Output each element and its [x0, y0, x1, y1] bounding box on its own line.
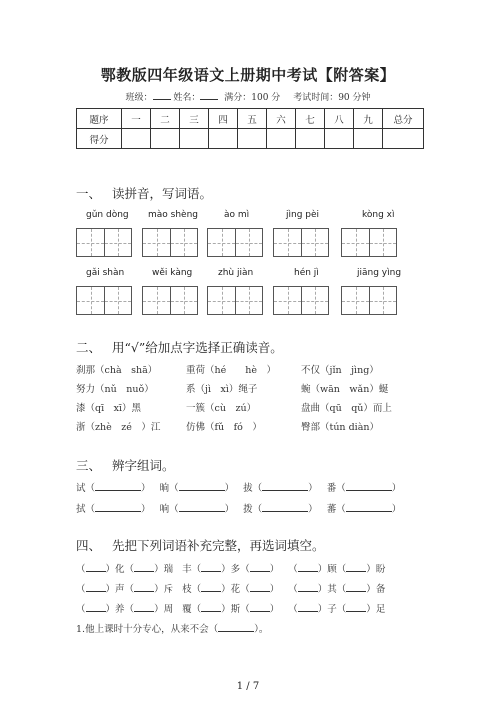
reading-item[interactable]: 努力（nǔ nuǒ） — [76, 384, 154, 395]
page-title: 鄂教版四年级语文上册期中考试【附答案】 — [100, 66, 396, 84]
score-table — [76, 108, 424, 149]
section2-heading — [76, 338, 283, 356]
writing-grid[interactable] — [341, 286, 397, 315]
exam-time: 考试时间：90 分钟 — [293, 93, 371, 103]
score-cell[interactable] — [151, 129, 180, 149]
char: 拔 — [243, 483, 253, 494]
char: 斯 — [230, 604, 241, 615]
section-number: 四、 — [76, 538, 102, 553]
answer-blank[interactable] — [298, 561, 318, 572]
section4-heading — [76, 536, 325, 554]
writing-grid[interactable] — [207, 228, 263, 257]
score-header: 三 — [180, 109, 209, 129]
writing-grid[interactable] — [76, 228, 132, 257]
score-cell[interactable] — [267, 129, 296, 149]
full-score: 满分：100 分 — [224, 93, 281, 103]
answer-blank[interactable] — [201, 601, 221, 612]
score-header: 总分 — [383, 109, 424, 129]
answer-blank[interactable] — [95, 480, 141, 491]
pinyin: jìng pèi — [286, 210, 320, 220]
answer-blank[interactable] — [95, 501, 141, 512]
reading-item[interactable]: 漆（qī xī）黑 — [76, 403, 142, 414]
answer-blank[interactable] — [179, 501, 225, 512]
char: 顾 — [327, 564, 337, 575]
char: 拨 — [243, 504, 253, 515]
writing-grid[interactable] — [142, 286, 198, 315]
char: 盼 — [375, 564, 386, 575]
pinyin: wěi kàng — [152, 268, 193, 278]
score-header: 六 — [267, 109, 296, 129]
pinyin: gǔn dòng — [86, 210, 129, 220]
char: 多 — [230, 564, 241, 575]
answer-blank[interactable] — [298, 581, 318, 592]
score-header-row — [77, 109, 424, 129]
score-cell[interactable] — [383, 129, 424, 149]
name-blank[interactable] — [200, 90, 218, 100]
answer-blank[interactable] — [346, 581, 366, 592]
answer-blank[interactable] — [298, 601, 318, 612]
class-label: 班级： — [125, 93, 153, 103]
section1-heading — [76, 184, 212, 202]
reading-item[interactable]: 浙（zhè zé ）江 — [76, 422, 161, 433]
char: 试 — [76, 483, 86, 494]
answer-blank[interactable] — [346, 561, 366, 572]
score-cell[interactable] — [209, 129, 238, 149]
score-cell[interactable] — [296, 129, 325, 149]
char: 化 — [115, 564, 125, 575]
score-cell[interactable] — [180, 129, 209, 149]
answer-blank[interactable] — [218, 621, 254, 632]
pinyin: zhù jiàn — [218, 268, 254, 278]
score-cell[interactable] — [354, 129, 383, 149]
score-cell[interactable] — [122, 129, 151, 149]
char: 拭 — [76, 504, 86, 515]
score-row — [77, 129, 424, 149]
char: 瑞 — [163, 564, 174, 575]
question-end: ）。 — [254, 624, 269, 635]
char: 响 — [159, 504, 170, 515]
reading-item[interactable]: 蜿（wān wǎn）蜒 — [301, 384, 389, 395]
reading-item[interactable]: 仿佛（fǔ fó ） — [186, 422, 262, 433]
pinyin: kòng xì — [362, 210, 395, 220]
answer-blank[interactable] — [262, 501, 308, 512]
word-group-row: 拭（ ） 响（ ） 拨（ ） 蕃（ ） — [76, 501, 401, 515]
answer-blank[interactable] — [86, 561, 106, 572]
answer-blank[interactable] — [86, 601, 106, 612]
idiom-row: （ ）化（ ）瑞 丰（ ）多（ ） （ ）顾（ ）盼 — [76, 561, 385, 575]
char: 覆 — [182, 604, 192, 615]
writing-grid[interactable] — [207, 286, 263, 315]
char: 周 — [163, 604, 174, 615]
reading-item[interactable]: 刹那（chà shā） — [76, 365, 158, 376]
answer-blank[interactable] — [134, 581, 154, 592]
pinyin: gǎi shàn — [86, 268, 125, 278]
score-header: 一 — [122, 109, 151, 129]
char: 养 — [115, 604, 125, 615]
idiom-row: （ ）养（ ）周 覆（ ）斯（ ） （ ）子（ ）足 — [76, 601, 385, 615]
section-title: 先把下列词语补充完整，再选词填空。 — [112, 538, 325, 553]
char: 番 — [326, 483, 337, 494]
answer-blank[interactable] — [346, 480, 392, 491]
char: 其 — [327, 584, 337, 595]
section-number: 二、 — [76, 340, 102, 355]
score-cell[interactable] — [325, 129, 354, 149]
question-1 — [76, 621, 268, 635]
page-number: 1 / 7 — [236, 681, 260, 692]
answer-blank[interactable] — [346, 601, 366, 612]
question-text: 1.他上课时十分专心，从来不会（ — [76, 624, 219, 635]
section3-heading — [76, 456, 175, 474]
section-title: 辨字组词。 — [112, 458, 175, 473]
section-number: 一、 — [76, 186, 102, 201]
reading-item[interactable]: 臀部（tún diàn） — [301, 422, 379, 433]
score-row-label: 得分 — [77, 129, 122, 149]
reading-item[interactable]: 系（jì xì）绳子 — [186, 384, 258, 395]
reading-item[interactable]: 盘曲（qū qǔ）而上 — [301, 403, 392, 414]
char: 枝 — [182, 584, 192, 595]
char: 子 — [327, 604, 337, 615]
answer-blank[interactable] — [201, 581, 221, 592]
score-header: 五 — [238, 109, 267, 129]
section-number: 三、 — [76, 458, 102, 473]
reading-item[interactable]: 重荷（hé hè ） — [186, 365, 276, 376]
char: 晌 — [159, 483, 170, 494]
pinyin: jiāng yìng — [357, 268, 402, 278]
pinyin: ào mì — [224, 210, 250, 220]
answer-blank[interactable] — [201, 561, 221, 572]
char: 备 — [375, 584, 386, 595]
answer-blank[interactable] — [346, 501, 392, 512]
idiom-row: （ ）声（ ）斥 枝（ ）花（ ） （ ）其（ ）备 — [76, 581, 385, 595]
char: 声 — [115, 584, 125, 595]
answer-blank[interactable] — [179, 480, 225, 491]
word-group-row: 试（ ） 晌（ ） 拔（ ） 番（ ） — [76, 480, 401, 494]
char: 足 — [375, 604, 386, 615]
section-title: 用“√”给加点字选择正确读音。 — [112, 340, 283, 355]
char: 斥 — [163, 584, 174, 595]
writing-grid[interactable] — [273, 286, 329, 315]
class-blank[interactable] — [153, 90, 171, 100]
answer-blank[interactable] — [134, 561, 154, 572]
answer-blank[interactable] — [250, 581, 270, 592]
char: 蕃 — [326, 504, 337, 515]
answer-blank[interactable] — [262, 480, 308, 491]
answer-blank[interactable] — [86, 581, 106, 592]
score-header: 四 — [209, 109, 238, 129]
score-header: 八 — [325, 109, 354, 129]
name-label: 姓名： — [173, 93, 201, 103]
answer-blank[interactable] — [250, 601, 270, 612]
writing-grid[interactable] — [341, 228, 397, 257]
score-header: 题序 — [77, 109, 122, 129]
writing-grid[interactable] — [142, 228, 198, 257]
pinyin: hén jì — [294, 268, 319, 278]
score-header: 二 — [151, 109, 180, 129]
pinyin: mào shèng — [148, 210, 198, 220]
writing-grid[interactable] — [273, 228, 329, 257]
exam-info — [0, 90, 496, 103]
writing-grid[interactable] — [76, 286, 132, 315]
answer-blank[interactable] — [134, 601, 154, 612]
answer-blank[interactable] — [250, 561, 270, 572]
score-cell[interactable] — [238, 129, 267, 149]
section-title: 读拼音，写词语。 — [112, 186, 213, 201]
score-header: 七 — [296, 109, 325, 129]
reading-item[interactable]: 不仅（jǐn jìng） — [301, 365, 379, 376]
char: 丰 — [182, 564, 192, 575]
reading-item[interactable]: 一簇（cù zú） — [186, 403, 257, 414]
score-header: 九 — [354, 109, 383, 129]
char: 花 — [230, 584, 241, 595]
